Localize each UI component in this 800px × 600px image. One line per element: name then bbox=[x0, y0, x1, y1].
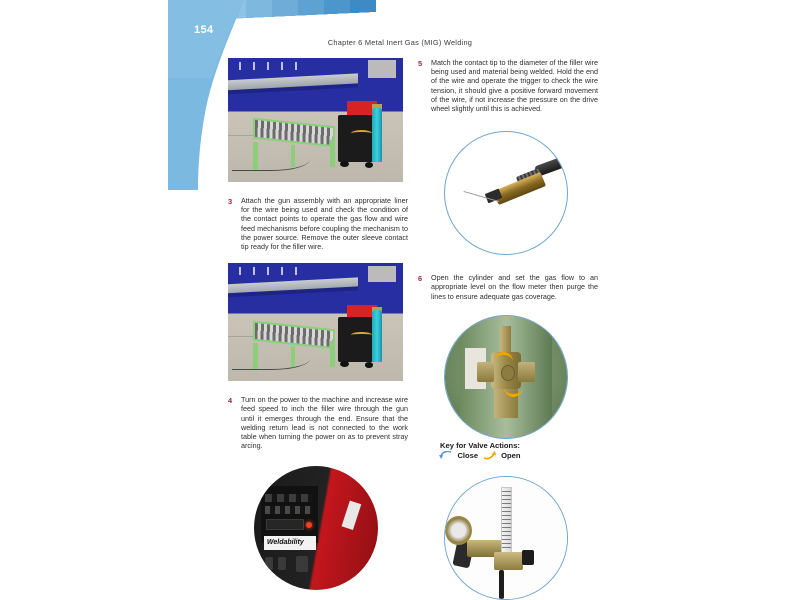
gas-hose-2 bbox=[351, 332, 372, 339]
flow-meter-photo bbox=[444, 476, 568, 600]
contact-tip-photo bbox=[444, 131, 568, 255]
table-leg-right bbox=[330, 140, 335, 167]
flow-meter-scale bbox=[502, 491, 511, 550]
trolley-wheel-left-2 bbox=[340, 361, 349, 367]
step-5 bbox=[418, 58, 598, 113]
cylinder-valve-photo bbox=[444, 315, 568, 439]
weldability-machine-photo bbox=[254, 466, 378, 590]
left-column bbox=[228, 58, 408, 590]
machine-trolley bbox=[338, 115, 373, 162]
open-arrow-icon bbox=[483, 451, 496, 460]
table-leg-middle-2 bbox=[291, 346, 295, 367]
machine-trolley-2 bbox=[338, 317, 373, 362]
step-4 bbox=[228, 395, 408, 450]
panel-digital-display bbox=[266, 519, 303, 530]
panel-row-2 bbox=[265, 506, 312, 513]
close-label: Close bbox=[457, 450, 479, 460]
step-5-text: Match the contact tip to the diameter of the filler wire being used and material being welded. Hold the end of the wire and operate the trigger to check the wire tension, it should give a positive forward movement of the wire, if not increase the pressure on the drive wheel slightly until this is achieved. bbox=[431, 58, 598, 114]
step-3-text: Attach the gun assembly with an appropriate liner for the wire being used and check the condition of the contact points to operate the gas flow and wire feed mechanisms before coupling the mechanism to the power source. Remove the outer sleeve contact tip ready for the filler wire. bbox=[241, 196, 408, 252]
step-3 bbox=[228, 196, 408, 251]
step-6 bbox=[418, 273, 598, 301]
book-page bbox=[168, 0, 632, 600]
brand-plate bbox=[264, 536, 316, 550]
table-leg-right-2 bbox=[330, 341, 335, 367]
trolley-wheel-left bbox=[340, 161, 349, 167]
open-label: Open bbox=[501, 450, 521, 460]
panel-icon-2 bbox=[278, 557, 286, 569]
wall-board-2 bbox=[368, 266, 396, 283]
welding-workshop-photo-2 bbox=[228, 263, 403, 381]
flow-adjust-knob bbox=[522, 550, 534, 565]
step-3-number: 3 bbox=[228, 196, 233, 206]
gas-cylinder bbox=[372, 108, 383, 163]
panel-icon-3 bbox=[296, 556, 308, 572]
flow-meter-manifold bbox=[494, 552, 523, 569]
close-arrow-icon bbox=[439, 451, 452, 460]
brand-label: Weldability bbox=[266, 539, 304, 547]
outlet-hose bbox=[499, 570, 504, 599]
wall-notes-decoration-2 bbox=[239, 267, 309, 275]
gas-cylinder-2 bbox=[372, 310, 383, 362]
step-6-number: 6 bbox=[418, 273, 423, 283]
panel-row-1 bbox=[265, 494, 312, 503]
valve-key-legend bbox=[418, 451, 542, 460]
welding-workshop-photo bbox=[228, 58, 403, 182]
open-direction-arrow-top bbox=[494, 352, 514, 372]
gas-hose bbox=[351, 130, 372, 137]
step-4-number: 4 bbox=[228, 395, 233, 405]
panel-icon-1 bbox=[265, 557, 273, 569]
running-head: Chapter 6 Metal Inert Gas (MIG) Welding bbox=[327, 38, 473, 47]
panel-icon-row bbox=[265, 556, 315, 573]
wall-board bbox=[368, 60, 396, 77]
wall-notes-decoration bbox=[239, 62, 309, 71]
open-direction-arrow-bottom bbox=[504, 377, 524, 397]
step-5-number: 5 bbox=[418, 58, 423, 68]
valve-key-title: Key for Valve Actions: bbox=[440, 440, 520, 450]
table-leg-left bbox=[253, 142, 258, 169]
table-leg-left-2 bbox=[253, 343, 258, 369]
right-column bbox=[418, 58, 598, 600]
page-number: 154 bbox=[194, 24, 214, 36]
floor-cable bbox=[232, 147, 311, 170]
step-4-text: Turn on the power to the machine and increase wire feed speed to inch the filler wire through the gun until it emerges through the end. Ensure that the welding return lead is not connected to the work table when turning the power on as to prevent stray arcing. bbox=[241, 395, 408, 451]
table-leg-middle bbox=[291, 145, 295, 167]
valve-handwheel-left-spoke bbox=[477, 362, 494, 382]
step-6-text: Open the cylinder and set the gas flow to an appropriate level on the flow meter then purge the lines to ensure adequate gas coverage. bbox=[431, 273, 598, 301]
